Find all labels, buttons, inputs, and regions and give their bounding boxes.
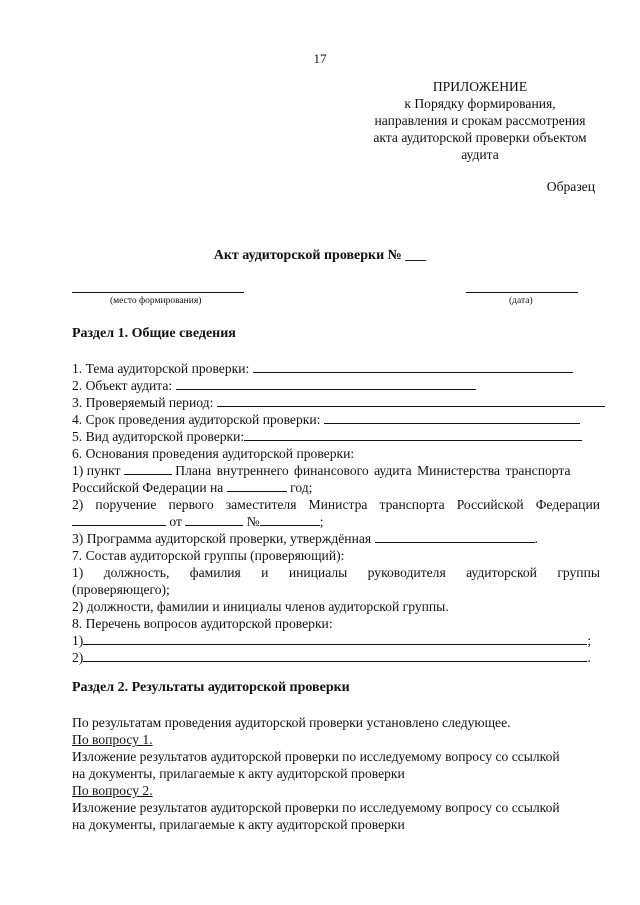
item-6-2-no: № bbox=[246, 514, 260, 529]
item-8: 8. Перечень вопросов аудиторской проверки: bbox=[72, 616, 333, 631]
item-4-label: 4. Срок проведения аудиторской проверки: bbox=[72, 412, 321, 427]
item-4-blank bbox=[324, 411, 580, 424]
item-6-3-label: 3) Программа аудиторской проверки, утверждённая bbox=[72, 531, 372, 546]
item-7-2: 2) должности, фамилии и инициалы членов аудиторской группы. bbox=[72, 599, 449, 614]
section2-intro: По результатам проведения аудиторской проверки установлено следующее. bbox=[72, 715, 511, 730]
date-blank bbox=[466, 292, 578, 293]
item-6-2-end: ; bbox=[319, 514, 324, 529]
item-6-3-end: . bbox=[534, 531, 538, 546]
item-6-2-date-blank bbox=[185, 513, 243, 526]
item-8-1-label: 1) bbox=[72, 633, 84, 648]
item-6-1-label: 1) пункт bbox=[72, 463, 121, 478]
appendix-block bbox=[352, 78, 608, 163]
appendix-line: направления и срокам рассмотрения bbox=[374, 113, 586, 128]
section2-title: Раздел 2. Результаты аудиторской проверки bbox=[72, 680, 350, 695]
act-title: Акт аудиторской проверки № ___ bbox=[213, 248, 427, 263]
item-6-1-year-blank bbox=[227, 479, 287, 492]
question-2-label bbox=[72, 782, 600, 799]
question-2-heading: По вопросу 2. bbox=[72, 783, 153, 798]
item-6-1-year: год; bbox=[290, 480, 313, 495]
appendix-line: аудита bbox=[461, 147, 499, 162]
item-2-label: 2. Объект аудита: bbox=[72, 378, 173, 393]
item-8-2-blank bbox=[83, 649, 587, 662]
item-1 bbox=[72, 360, 600, 377]
item-8-2-end: . bbox=[587, 650, 591, 665]
item-8-1 bbox=[72, 632, 600, 649]
place-blank bbox=[72, 292, 244, 293]
appendix-title: ПРИЛОЖЕНИЕ bbox=[432, 79, 528, 94]
appendix-line: акта аудиторской проверки объектом bbox=[373, 130, 587, 145]
item-6-2-no-blank bbox=[260, 513, 320, 526]
page-number: 17 bbox=[313, 51, 327, 66]
item-6-2-blank bbox=[72, 513, 166, 526]
item-6: 6. Основания проведения аудиторской проверки: bbox=[72, 446, 355, 461]
item-3-blank bbox=[217, 394, 605, 407]
item-6-1 bbox=[72, 462, 600, 479]
question-1-label bbox=[72, 731, 600, 748]
question-1-text-cont: на документы, прилагаемые к акту аудиторской проверки bbox=[72, 766, 405, 781]
item-8-1-blank bbox=[83, 632, 587, 645]
item-3 bbox=[72, 394, 600, 411]
item-1-label: 1. Тема аудиторской проверки: bbox=[72, 361, 250, 376]
item-5 bbox=[72, 428, 600, 445]
section1-title: Раздел 1. Общие сведения bbox=[72, 326, 236, 341]
item-6-2-cont bbox=[72, 513, 600, 530]
item-7-1-cont: (проверяющего); bbox=[72, 582, 170, 597]
question-2-text: Изложение результатов аудиторской проверки по исследуемому вопросу со ссылкой bbox=[72, 800, 560, 815]
item-7-1: 1) должность, фамилия и инициалы руководителя аудиторской группы bbox=[72, 565, 600, 580]
item-6-3-blank bbox=[375, 530, 535, 543]
item-8-2 bbox=[72, 649, 600, 666]
date-label: (дата) bbox=[509, 296, 533, 306]
question-1-text: Изложение результатов аудиторской проверки по исследуемому вопросу со ссылкой bbox=[72, 749, 560, 764]
item-8-1-end: ; bbox=[587, 633, 592, 648]
item-3-label: 3. Проверяемый период: bbox=[72, 395, 214, 410]
item-6-2: 2) поручение первого заместителя Министра транспорта Российской Федерации bbox=[72, 497, 600, 512]
item-2-blank bbox=[176, 377, 476, 390]
item-6-1-text: Плана внутреннего финансового аудита Министерства транспорта bbox=[175, 463, 571, 478]
item-4 bbox=[72, 411, 600, 428]
item-6-1-blank bbox=[124, 462, 172, 475]
item-6-1-cont bbox=[72, 479, 600, 496]
item-2 bbox=[72, 377, 600, 394]
item-5-label: 5. Вид аудиторской проверки: bbox=[72, 429, 245, 444]
place-label: (место формирования) bbox=[110, 296, 202, 306]
item-8-2-label: 2) bbox=[72, 650, 84, 665]
item-6-2-from: от bbox=[169, 514, 182, 529]
appendix-line: к Порядку формирования, bbox=[404, 96, 556, 111]
question-2-text-cont: на документы, прилагаемые к акту аудиторской проверки bbox=[72, 817, 405, 832]
item-7: 7. Состав аудиторской группы (проверяющий): bbox=[72, 548, 345, 563]
item-1-blank bbox=[253, 360, 573, 373]
sample-label: Образец bbox=[546, 179, 595, 194]
item-5-blank bbox=[244, 428, 582, 441]
item-6-1-text-cont: Российской Федерации на bbox=[72, 480, 224, 495]
question-1-heading: По вопросу 1. bbox=[72, 732, 153, 747]
item-6-3 bbox=[72, 530, 600, 547]
